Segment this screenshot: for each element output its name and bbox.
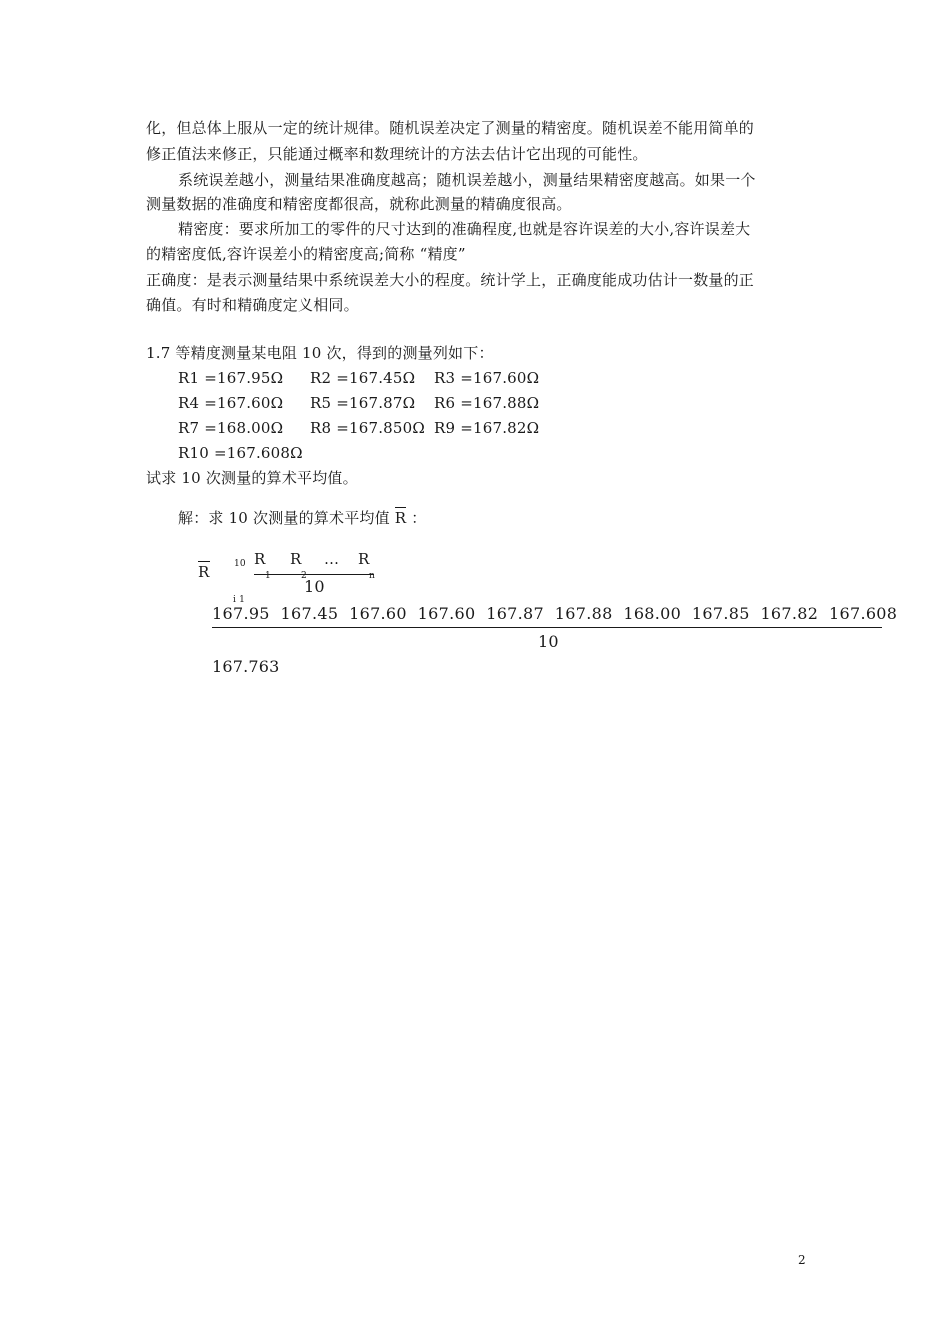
paragraph-line: 精密度：要求所加工的零件的尺寸达到的准确程度,也就是容许误差的大小,容许误差大 (178, 220, 751, 238)
formula-sub1: 1 (265, 571, 271, 581)
paragraph-line: 系统误差越小，测量结果准确度越高；随机误差越小，测量结果精密度越高。如果一个 (178, 171, 756, 189)
paragraph-line: 确值。有时和精确度定义相同。 (146, 296, 359, 314)
paragraph-line: 的精密度低,容许误差小的精密度高;简称 “精度” (146, 245, 466, 263)
measurement-r8: R8 =167.850Ω (310, 419, 426, 437)
measurement-r5: R5 =167.87Ω (310, 394, 416, 412)
solution-intro-text: 解：求 10 次测量的算术平均值 (178, 509, 390, 527)
numerator-values: 167.95 167.45 167.60 167.60 167.87 167.88 168.00 167.85 167.82 167.608 (212, 604, 898, 623)
measurement-r3: R3 =167.60Ω (434, 369, 540, 387)
problem-question: 试求 10 次测量的算术平均值。 (146, 469, 358, 487)
formula-r2: R (290, 550, 302, 568)
measurement-r6: R6 =167.88Ω (434, 394, 540, 412)
formula-lhs: R (198, 563, 210, 581)
sum-upper-limit: 10 (234, 559, 246, 569)
formula-dots: … (324, 550, 340, 568)
solution-intro (178, 508, 426, 528)
page-number: 2 (798, 1253, 806, 1267)
problem-heading: 1.7 等精度测量某电阻 10 次，得到的测量列如下： (146, 344, 494, 362)
formula-denominator: 10 (304, 577, 325, 596)
rbar-symbol: R (394, 509, 407, 527)
solution-intro-end: ： (411, 509, 427, 527)
sum-lower-limit: i 1 (233, 595, 246, 605)
measurement-r7: R7 =168.00Ω (178, 419, 284, 437)
measurement-r9: R9 =167.82Ω (434, 419, 540, 437)
measurement-r10: R10 =167.608Ω (178, 444, 303, 462)
big-denominator: 10 (538, 632, 559, 651)
result-value: 167.763 (212, 657, 280, 676)
formula-sub2: 2 (301, 571, 307, 581)
measurement-r2: R2 =167.45Ω (310, 369, 416, 387)
paragraph-line: 化，但总体上服从一定的统计规律。随机误差决定了测量的精密度。随机误差不能用简单的 (146, 119, 755, 137)
formula-r1: R (254, 550, 266, 568)
formula-subn: n (369, 571, 375, 581)
big-fraction-line (212, 627, 882, 628)
formula-rn: R (358, 550, 370, 568)
formula-fraction-line (254, 574, 374, 575)
measurement-r4: R4 =167.60Ω (178, 394, 284, 412)
measurement-r1: R1 =167.95Ω (178, 369, 284, 387)
paragraph-line: 修正值法来修正，只能通过概率和数理统计的方法去估计它出现的可能性。 (146, 145, 648, 163)
paragraph-line: 正确度：是表示测量结果中系统误差大小的程度。统计学上，正确度能成功估计一数量的正 (146, 271, 755, 289)
paragraph-line: 测量数据的准确度和精密度都很高，就称此测量的精确度很高。 (146, 195, 572, 213)
